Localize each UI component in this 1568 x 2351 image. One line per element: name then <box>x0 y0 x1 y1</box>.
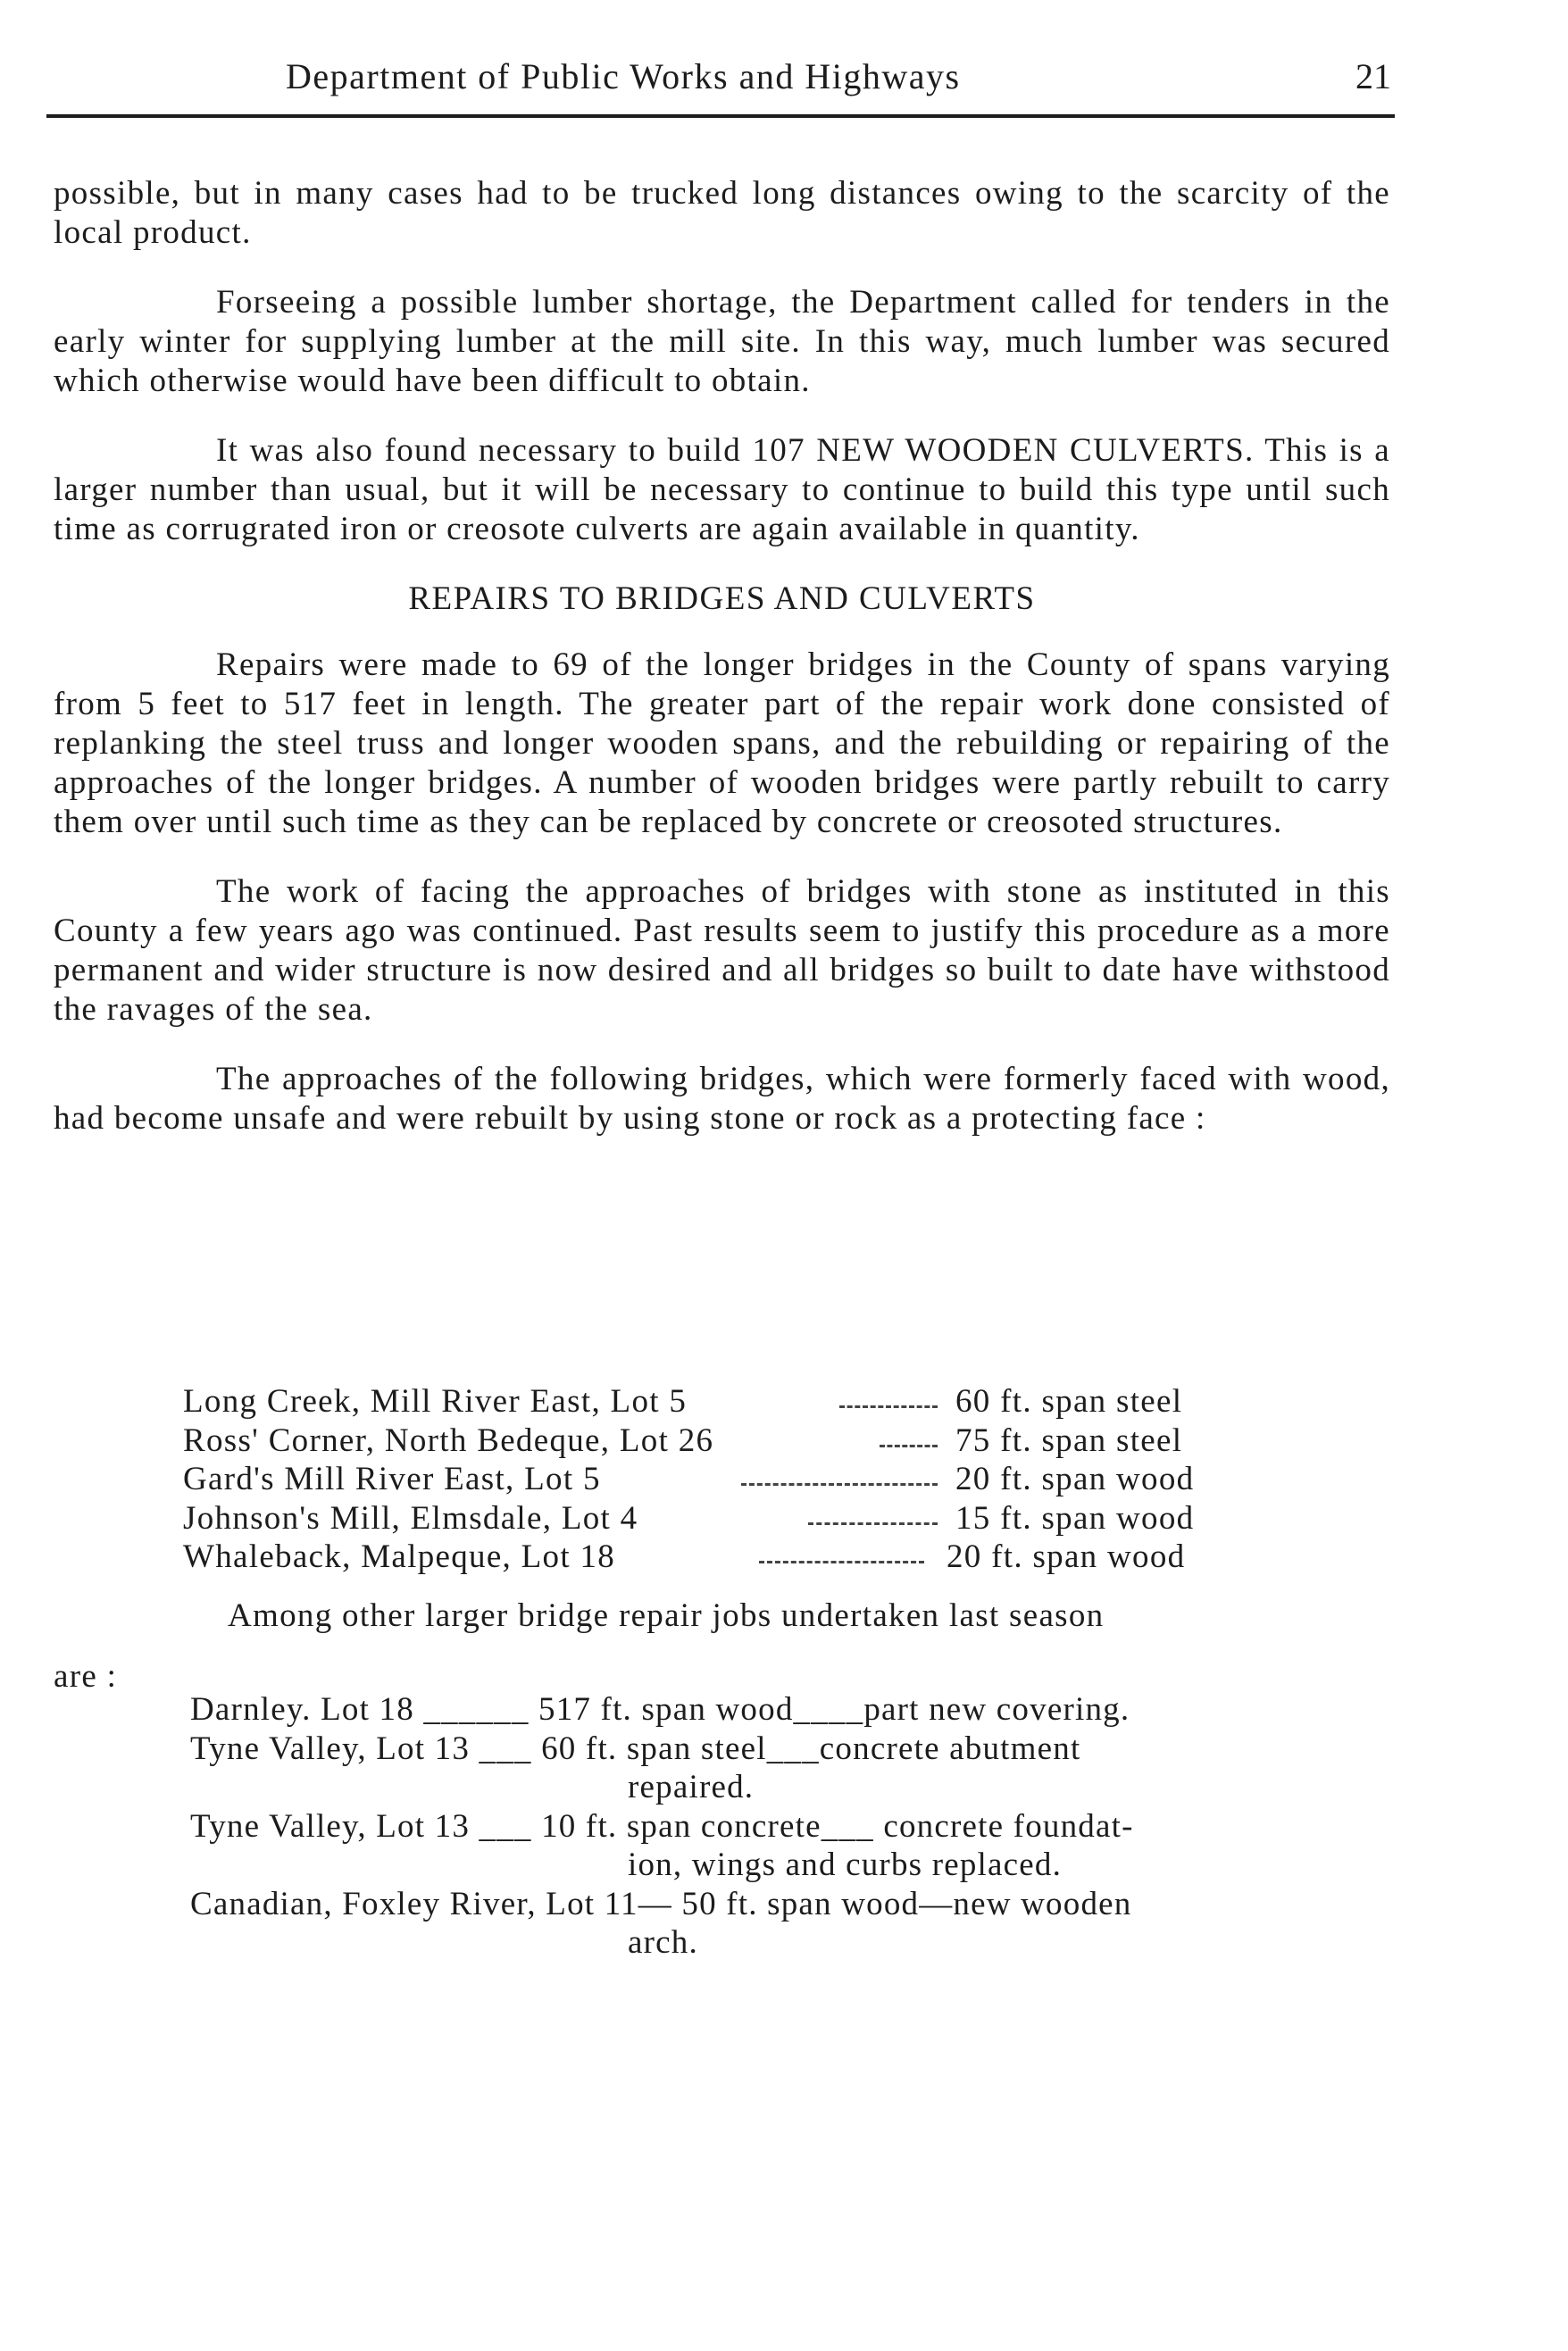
among-paragraph <box>54 1597 1390 1697</box>
list-item <box>190 1885 1391 1963</box>
paragraph: Forseeing a possible lumber shortage, the Department called for tenders in the early winter for supplying lumber at the mill site. In this way, much lumber was secured which otherwise would have been difficult to obtain. <box>54 284 1390 399</box>
list-item <box>183 1460 1283 1499</box>
paragraph: The work of facing the approaches of bridges with stone as instituted in this County a few years ago was continued. Past results seem to justify this procedure as a more permanent and wider structure is now desired and all bridges so built to date have withstood the ravages of the sea. <box>54 873 1390 1028</box>
repair-job: Tyne Valley, Lot 13 ___ 10 ft. span concrete___ concrete foundat- <box>190 1807 1134 1845</box>
repair-job: Darnley. Lot 18 ______ 517 ft. span wood____part new covering. <box>190 1691 1130 1728</box>
bridge-location: Whaleback, Malpeque, Lot 18 <box>183 1538 616 1575</box>
leader-dashes <box>759 1561 924 1563</box>
leader-dashes <box>808 1522 938 1525</box>
rebuilt-bridges-list <box>183 1382 1283 1577</box>
paragraph: The approaches of the following bridges, which were formerly faced with wood, had become unsafe and were rebuilt by using stone or rock as a protecting face : <box>54 1061 1390 1137</box>
body-text <box>54 174 1390 1169</box>
list-item <box>183 1538 1283 1577</box>
repair-job: Tyne Valley, Lot 13 ___ 60 ft. span steel___concrete abutment <box>190 1730 1081 1767</box>
bridge-span: 60 ft. span steel <box>955 1383 1183 1420</box>
list-item <box>190 1730 1391 1807</box>
running-title: Department of Public Works and Highways <box>286 56 961 96</box>
leader-dashes <box>839 1405 938 1408</box>
repair-jobs-list <box>190 1690 1391 1963</box>
among-line: are : <box>54 1658 118 1695</box>
leader-dashes <box>880 1445 938 1447</box>
among-line: Among other larger bridge repair jobs undertaken last season <box>228 1597 1105 1634</box>
list-item <box>190 1807 1391 1885</box>
header-rule <box>46 114 1395 118</box>
list-item <box>183 1499 1283 1538</box>
list-item <box>183 1382 1283 1421</box>
paragraph: possible, but in many cases had to be trucked long distances owing to the scarcity of the local product. <box>54 175 1390 251</box>
repair-job-continuation: arch. <box>628 1924 698 1961</box>
paragraph: It was also found necessary to build 107 NEW WOODEN CULVERTS. This is a larger number than usual, but it will be necessary to continue to build this type until such time as corrugrated iron or creosote culverts are again available in quantity. <box>54 432 1390 547</box>
bridge-span: 75 ft. span steel <box>955 1421 1183 1459</box>
bridge-span: 20 ft. span wood <box>955 1461 1195 1497</box>
repair-job: Canadian, Foxley River, Lot 11— 50 ft. span wood—new wooden <box>190 1885 1132 1922</box>
leader-dashes <box>741 1483 938 1486</box>
bridge-span: 20 ft. span wood <box>947 1538 1186 1575</box>
bridge-location: Gard's Mill River East, Lot 5 <box>183 1461 601 1497</box>
paragraph: Repairs were made to 69 of the longer bridges in the County of spans varying from 5 feet to 517 feet in length. The greater part of the repair work done consisted of replanking the steel truss and longer wooden spans, and the rebuilding or repairing of the approaches of the longer bridges. A number of wooden bridges were partly rebuilt to carry them over until such time as they can be replaced by concrete or creosoted structures. <box>54 646 1390 840</box>
section-heading: REPAIRS TO BRIDGES AND CULVERTS <box>408 580 1036 617</box>
bridge-location: Ross' Corner, North Bedeque, Lot 26 <box>183 1421 714 1459</box>
list-item <box>183 1421 1283 1461</box>
repair-job-continuation: ion, wings and curbs replaced. <box>628 1847 1063 1883</box>
bridge-location: Long Creek, Mill River East, Lot 5 <box>183 1383 688 1420</box>
bridge-location: Johnson's Mill, Elmsdale, Lot 4 <box>183 1499 638 1537</box>
bridge-span: 15 ft. span wood <box>955 1499 1195 1537</box>
page-header <box>49 55 1393 111</box>
list-item <box>190 1690 1391 1730</box>
repair-job-continuation: repaired. <box>628 1769 755 1805</box>
page-number: 21 <box>1355 56 1391 96</box>
